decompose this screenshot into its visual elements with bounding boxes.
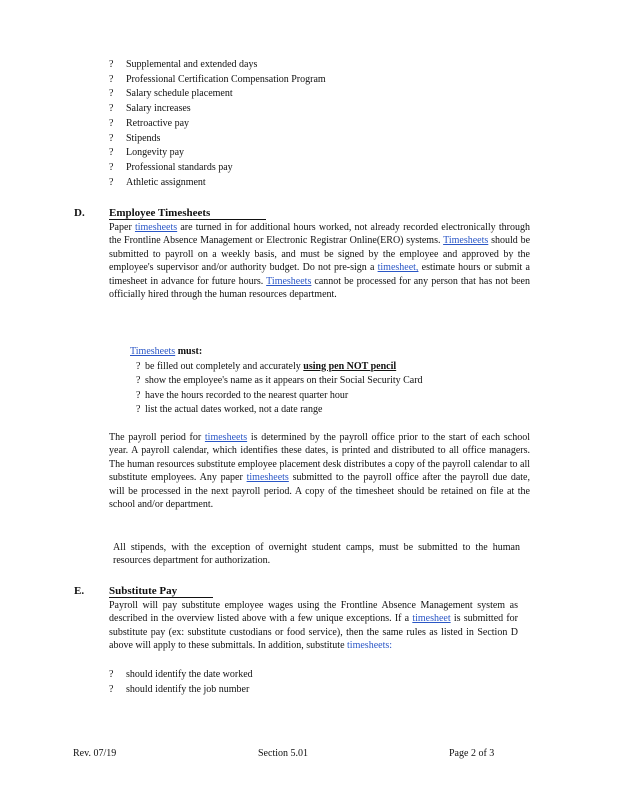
list-item-label: Retroactive pay	[126, 117, 190, 129]
bullet-icon: ?	[109, 88, 114, 100]
must-item	[136, 389, 510, 404]
text: Payroll will pay substitute employee wages using the Frontline Absence Management system as described in the overview listed above with a few unique exceptions. If a	[109, 600, 518, 625]
bullet-icon: ?	[136, 360, 141, 372]
section-e-title: Substitute Pay	[109, 585, 213, 598]
section-e-paragraph-1	[109, 599, 518, 653]
list-item	[109, 146, 326, 161]
list-item-label: Salary schedule placement	[126, 88, 233, 100]
must-item	[136, 360, 510, 375]
must-list	[130, 360, 510, 418]
bullet-icon: ?	[136, 389, 141, 401]
must-item-text	[145, 360, 396, 375]
section-d-title: Employee Timesheets	[109, 207, 266, 220]
bullet-icon: ?	[109, 683, 114, 695]
timesheets-link[interactable]: timesheets	[246, 472, 289, 484]
list-item	[109, 683, 409, 698]
bullet-icon: ?	[109, 132, 114, 144]
timesheets-link[interactable]: Timesheets	[130, 346, 176, 357]
timesheets-link[interactable]: timesheets	[134, 222, 178, 233]
must-item-label: list the actual dates worked, not a date range	[145, 404, 323, 416]
must-item-label: be filled out completely and accurately	[145, 360, 304, 372]
bullet-icon: ?	[136, 404, 141, 416]
section-d-paragraph-1	[109, 221, 530, 301]
text: is determined by the payroll office prior to the start of each school year. A payroll calendar, which identifies these dates, is printed and distributed to all office managers. The human resources substitute employee placement desk distributes a copy of the payroll calendar to all substitute employees. Any paper	[109, 432, 530, 484]
list-item	[109, 668, 409, 683]
list-item-label: Supplemental and extended days	[126, 59, 258, 70]
footer-revision: Rev. 07/19	[73, 748, 117, 759]
bullet-icon: ?	[109, 161, 114, 173]
list-item	[109, 73, 326, 88]
timesheets-link[interactable]: timesheets:	[347, 640, 393, 652]
text: submitted to the payroll office after the payroll due date, will be processed in the next payroll period. A copy of the timesheet should be retained on file at the school and/or department.	[109, 472, 530, 511]
text: should be submitted to payroll on a weekly basis, and must be signed by the employee and approved by the employee's supervisor and/or authority budget. Do not pre-sign a	[109, 235, 531, 274]
section-e-letter: E.	[74, 585, 85, 597]
list-item-label: Longevity pay	[126, 147, 185, 159]
footer-section: Section 5.01	[258, 748, 308, 759]
section-d-paragraph-2	[109, 431, 530, 511]
text: cannot be processed for any person that has not been officially hired through the human resources department.	[109, 275, 530, 301]
list-item-label: should identify the date worked	[126, 669, 253, 680]
bullet-icon: ?	[109, 73, 114, 85]
text: estimate hours or submit a timesheet in advance for future hours.	[109, 262, 530, 287]
timesheets-link[interactable]: Timesheets	[266, 275, 312, 287]
bullet-icon: ?	[109, 176, 114, 188]
must-item-label: have the hours recorded to the nearest quarter hour	[145, 389, 349, 401]
must-item-text	[145, 403, 322, 418]
must-label: must:	[175, 346, 203, 357]
bullet-icon: ?	[109, 103, 114, 115]
must-item	[136, 403, 510, 418]
list-item	[109, 161, 326, 176]
text: Paper	[109, 222, 135, 233]
timesheets-link[interactable]: timesheets	[204, 432, 248, 443]
list-item-label: Professional Certification Compensation Program	[126, 73, 326, 85]
list-item	[109, 176, 326, 191]
text: The payroll period for	[109, 432, 205, 443]
text: is submitted for substitute pay (ex: substitute custodians or food service), then the same rules as listed in Section D above will apply to these submittals. In addition, substitute	[109, 613, 518, 652]
list-item	[109, 58, 326, 73]
list-item-label: should identify the job number	[126, 683, 250, 695]
bullet-icon: ?	[109, 59, 114, 70]
section-e-list	[109, 668, 409, 697]
list-item	[109, 87, 326, 102]
timesheet-link[interactable]: timesheet	[412, 613, 451, 625]
must-item-emphasis: using pen NOT pencil	[303, 360, 397, 372]
bullet-icon: ?	[109, 669, 114, 680]
list-item	[109, 102, 326, 117]
bullet-icon: ?	[109, 147, 114, 159]
text: are turned in for additional hours worked, not already recorded electronically through the Frontline Absence Management or Electronic Registrar Online(ERO) systems.	[109, 222, 530, 247]
pay-type-list	[109, 58, 326, 190]
timesheets-must-block	[130, 345, 510, 418]
section-d-letter: D.	[74, 207, 85, 219]
timesheets-link[interactable]: Timesheets	[443, 235, 489, 247]
list-item-label: Professional standards pay	[126, 161, 233, 173]
must-item-label: show the employee's name as it appears on their Social Security Card	[145, 375, 423, 387]
list-item-label: Salary increases	[126, 103, 191, 115]
list-item-label: Athletic assignment	[126, 176, 206, 188]
bullet-icon: ?	[109, 117, 114, 129]
must-item	[136, 374, 510, 389]
list-item-label: Stipends	[126, 132, 161, 144]
must-item-text	[145, 389, 348, 404]
list-item	[109, 117, 326, 132]
footer-page-number: Page 2 of 3	[449, 748, 495, 759]
list-item	[109, 132, 326, 147]
timesheet-link[interactable]: timesheet,	[377, 262, 419, 274]
section-d-paragraph-3: All stipends, with the exception of overnight student camps, must be submitted to the human resources department for authorization.	[113, 542, 520, 567]
bullet-icon: ?	[136, 375, 141, 387]
must-item-text	[145, 374, 423, 389]
must-heading	[130, 345, 510, 360]
